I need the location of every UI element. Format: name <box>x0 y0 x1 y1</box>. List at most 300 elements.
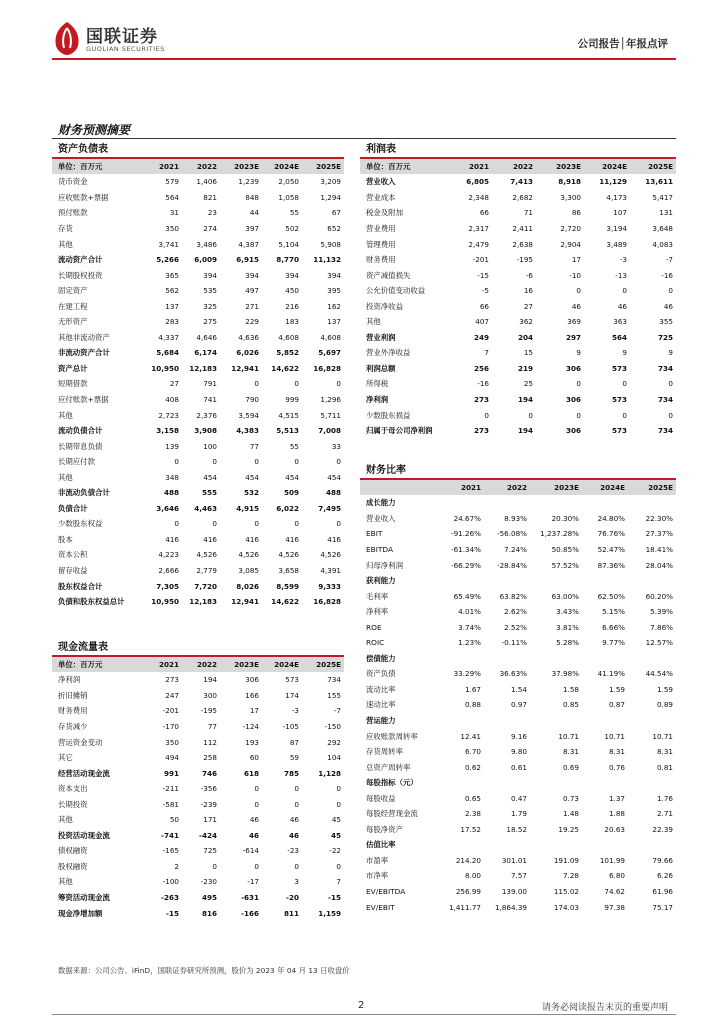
row-label: EV/EBIT <box>366 902 395 912</box>
cell-value: 55 <box>289 441 299 451</box>
cell-value: 17 <box>571 255 581 265</box>
cell-value: 1,296 <box>320 394 341 404</box>
cell-value: 249 <box>473 332 489 342</box>
cell-value: 0.87 <box>608 700 625 710</box>
cell-value: 408 <box>165 394 179 404</box>
cell-value: 3,085 <box>238 565 259 575</box>
cell-value: 139.00 <box>501 886 527 896</box>
cell-value: 12,183 <box>189 363 217 373</box>
row-label: 每股经营现金流 <box>366 809 418 819</box>
cell-value: 535 <box>203 286 217 296</box>
cell-value: 60 <box>249 753 259 763</box>
cell-value: 0 <box>622 379 627 389</box>
cell-value <box>628 837 676 853</box>
cell-value: 2,348 <box>468 192 489 202</box>
column-header-year: 2022 <box>182 159 220 175</box>
row-label: 成长能力 <box>366 498 396 508</box>
table-row <box>52 469 344 485</box>
cell-value: 193 <box>245 737 259 747</box>
column-header-year: 2023E <box>220 159 262 175</box>
table-row <box>360 330 676 346</box>
cell-value: 0 <box>212 457 217 467</box>
cell-value: 363 <box>613 317 627 327</box>
table-row <box>52 298 344 314</box>
row-label: 营运能力 <box>366 715 396 725</box>
table-row <box>360 682 676 698</box>
section-row <box>360 573 676 589</box>
row-label: 公允价值变动收益 <box>366 286 426 296</box>
cell-value: 10.71 <box>558 731 579 741</box>
cell-value: 1,239 <box>238 177 259 187</box>
cell-value: 488 <box>325 488 341 498</box>
ratios-title: 财务比率 <box>366 465 406 476</box>
cell-value: 734 <box>327 675 341 685</box>
cell-value <box>530 573 582 589</box>
cell-value: 216 <box>285 301 299 311</box>
cell-value: 394 <box>285 270 299 280</box>
cell-value: -614 <box>242 846 259 856</box>
row-label: 长期投资 <box>58 799 88 809</box>
table-row <box>52 190 344 206</box>
cell-value: 0.65 <box>464 793 481 803</box>
cell-value: 1,294 <box>320 192 341 202</box>
cell-value: 4,463 <box>194 503 217 513</box>
cell-value: 0 <box>336 799 341 809</box>
cell-value: 3,194 <box>606 223 627 233</box>
row-label: 营业收入 <box>366 177 396 187</box>
cell-value: 8,918 <box>558 177 581 187</box>
cell-value: -166 <box>241 908 259 918</box>
cell-value: 174.03 <box>553 902 579 912</box>
cell-value: 7,495 <box>318 503 341 513</box>
cell-value: -20 <box>286 892 299 902</box>
cell-value: 174 <box>285 690 299 700</box>
column-header-year: 2021 <box>144 657 182 673</box>
cell-value: 273 <box>165 675 179 685</box>
cell-value: 0 <box>212 519 217 529</box>
table-header-row <box>360 480 676 496</box>
cell-value: 3,158 <box>156 426 179 436</box>
cell-value: -170 <box>162 721 179 731</box>
cell-value: 62.50% <box>597 591 625 601</box>
cell-value: 579 <box>165 177 179 187</box>
cell-value <box>484 495 530 511</box>
cell-value: 46 <box>571 301 581 311</box>
cell-value: 18.41% <box>645 544 673 554</box>
cell-value: 273 <box>473 394 489 404</box>
section-title: 财务预测摘要 <box>58 123 131 137</box>
cell-value: 12.57% <box>645 638 673 648</box>
row-label: 短期借款 <box>58 379 88 389</box>
table-row <box>360 511 676 527</box>
table-row <box>360 744 676 760</box>
cell-value: 3,741 <box>158 239 179 249</box>
cell-value: 22.30% <box>645 513 673 523</box>
row-label: 管理费用 <box>366 239 396 249</box>
cell-value: 0 <box>294 861 299 871</box>
cell-value: 0.85 <box>562 700 579 710</box>
cell-value <box>582 651 628 667</box>
table-row <box>360 314 676 330</box>
row-label: 其他 <box>366 317 381 327</box>
table-row <box>52 765 344 781</box>
cell-value: 3.74% <box>458 622 481 632</box>
table-row <box>360 806 676 822</box>
cell-value: 325 <box>203 301 217 311</box>
cell-value: 0 <box>576 286 581 296</box>
cell-value: 22.39 <box>652 824 673 834</box>
cell-value: 9 <box>668 348 673 358</box>
cell-value <box>484 775 530 791</box>
cell-value: 1,406 <box>196 177 217 187</box>
cell-value: 816 <box>201 908 217 918</box>
cell-value: 564 <box>165 192 179 202</box>
cell-value: 395 <box>327 286 341 296</box>
cell-value <box>530 495 582 511</box>
cell-value <box>582 837 628 853</box>
cell-value: 247 <box>165 690 179 700</box>
cell-value: 450 <box>285 286 299 296</box>
column-header-year: 2022 <box>182 657 220 673</box>
cell-value: 274 <box>203 223 217 233</box>
cell-value: 0 <box>576 379 581 389</box>
cell-value: 46 <box>617 301 627 311</box>
row-label: 净利润 <box>58 675 81 685</box>
row-label: 其他 <box>58 239 73 249</box>
cell-value: 734 <box>657 426 673 436</box>
cell-value: 9.16 <box>510 731 527 741</box>
row-label: 其他 <box>58 877 73 887</box>
row-label: 在建工程 <box>58 301 88 311</box>
cell-value: 1.88 <box>608 809 625 819</box>
cell-value: 14,622 <box>271 363 299 373</box>
cell-value: 306 <box>565 394 581 404</box>
cell-value: -195 <box>516 255 533 265</box>
cell-value: 45 <box>331 815 341 825</box>
cell-value: -263 <box>161 892 179 902</box>
row-label: 负债和股东权益总计 <box>58 597 125 607</box>
row-label: 获利能力 <box>366 576 396 586</box>
cell-value: 4,391 <box>320 565 341 575</box>
cell-value: 214.20 <box>455 855 481 865</box>
cell-value: 36.63% <box>499 669 527 679</box>
header-divider <box>52 58 676 60</box>
cell-value: 8.31 <box>562 747 579 757</box>
table-row <box>360 790 676 806</box>
cell-value: 194 <box>517 394 533 404</box>
cell-value: 115.02 <box>553 886 579 896</box>
row-label: 折旧摊销 <box>58 690 88 700</box>
cell-value: 12,941 <box>231 363 259 373</box>
cell-value: 60.20% <box>645 591 673 601</box>
column-header-year: 2022 <box>484 480 530 496</box>
cell-value <box>484 837 530 853</box>
cell-value: 87 <box>289 737 299 747</box>
cell-value: 20.63 <box>604 824 625 834</box>
cell-value: 0.73 <box>562 793 579 803</box>
table-row <box>52 532 344 548</box>
row-label: 归母净利润 <box>366 560 403 570</box>
cell-value: 50.85% <box>551 544 579 554</box>
column-header-year: 2025E <box>302 159 344 175</box>
column-header-unit: 单位：百万元 <box>360 159 446 175</box>
cell-value: 2,720 <box>560 223 581 233</box>
cell-value: 416 <box>245 534 259 544</box>
row-label: 估值比率 <box>366 840 396 850</box>
row-label: 投资活动现金流 <box>58 830 110 840</box>
cell-value: 44 <box>249 208 259 218</box>
cell-value: 2,723 <box>158 410 179 420</box>
row-label: 流动负债合计 <box>58 426 103 436</box>
cell-value: 0.89 <box>656 700 673 710</box>
cell-value: 16 <box>523 286 533 296</box>
table-row <box>52 205 344 221</box>
cell-value <box>628 651 676 667</box>
table-row <box>360 759 676 775</box>
cell-value: 258 <box>203 753 217 763</box>
income-statement-table <box>360 159 676 439</box>
logo-mark-icon <box>52 20 82 56</box>
table-row <box>360 174 676 190</box>
row-label: 经营活动现金流 <box>58 768 110 778</box>
cell-value: 4.01% <box>458 607 481 617</box>
cell-value: 33 <box>331 441 341 451</box>
cell-value: 0 <box>294 799 299 809</box>
row-label: 市净率 <box>366 871 389 881</box>
cell-value: 77 <box>249 441 259 451</box>
cell-value: 27 <box>523 301 533 311</box>
cell-value: 5,513 <box>276 426 299 436</box>
cell-value: 18.52 <box>506 824 527 834</box>
cell-value: 19.25 <box>558 824 579 834</box>
cell-value: 0 <box>668 410 673 420</box>
table-row <box>52 781 344 797</box>
cell-value: 139 <box>165 441 179 451</box>
cell-value: 52.47% <box>597 544 625 554</box>
table-row <box>360 392 676 408</box>
cell-value: 24.80% <box>597 513 625 523</box>
cell-value: 4,387 <box>238 239 259 249</box>
cell-value: -16 <box>477 379 489 389</box>
row-label: 税金及附加 <box>366 208 403 218</box>
cell-value: 365 <box>165 270 179 280</box>
table-row <box>360 588 676 604</box>
cell-value: 5,266 <box>156 255 179 265</box>
table-row <box>52 376 344 392</box>
cell-value: 20.30% <box>551 513 579 523</box>
cell-value: 6,915 <box>236 255 259 265</box>
row-label: EBIT <box>366 529 383 539</box>
cash-flow-panel <box>52 641 344 921</box>
table-row <box>360 542 676 558</box>
row-label: 长期带息负债 <box>58 441 103 451</box>
cell-value: -28.84% <box>497 560 527 570</box>
row-label: 留存收益 <box>58 565 88 575</box>
table-row <box>52 392 344 408</box>
cell-value: 283 <box>165 317 179 327</box>
cell-value: 6.70 <box>464 747 481 757</box>
cell-value: -631 <box>241 892 259 902</box>
table-row <box>52 905 344 921</box>
cell-value: 2,479 <box>468 239 489 249</box>
cell-value: 725 <box>203 846 217 856</box>
table-row <box>52 221 344 237</box>
cell-value: 229 <box>245 317 259 327</box>
cell-value: 77 <box>207 721 217 731</box>
cell-value: 0.97 <box>510 700 527 710</box>
cell-value: 3,646 <box>156 503 179 513</box>
row-label: 财务费用 <box>58 706 88 716</box>
cell-value: 3,209 <box>320 177 341 187</box>
cell-value: 488 <box>163 488 179 498</box>
column-header-year: 2024E <box>584 159 630 175</box>
row-label: 应收账款+票据 <box>58 192 109 202</box>
cell-value: 8,026 <box>236 581 259 591</box>
ratios-panel <box>360 464 676 915</box>
table-row <box>360 345 676 361</box>
cell-value: 4,608 <box>320 332 341 342</box>
balance-sheet-title: 资产负债表 <box>58 144 108 155</box>
cell-value: 0 <box>336 379 341 389</box>
cell-value: 0 <box>336 519 341 529</box>
cell-value: 1.23% <box>458 638 481 648</box>
cell-value: 17.52 <box>460 824 481 834</box>
row-label: 营业外净收益 <box>366 348 411 358</box>
cell-value: -17 <box>247 877 259 887</box>
row-label: 长期应付款 <box>58 457 95 467</box>
cell-value: 454 <box>203 472 217 482</box>
row-label: 非流动资产合计 <box>58 348 110 358</box>
column-header-year: 2021 <box>438 480 484 496</box>
table-row <box>360 853 676 869</box>
cell-value: 256 <box>473 363 489 373</box>
cell-value: -201 <box>162 706 179 716</box>
cell-value: 397 <box>245 223 259 233</box>
cell-value: 86 <box>571 208 581 218</box>
table-row <box>360 376 676 392</box>
table-row <box>52 547 344 563</box>
cell-value: 2.71 <box>656 809 673 819</box>
table-row <box>52 454 344 470</box>
cell-value: -15 <box>166 908 179 918</box>
cell-value: -6 <box>525 270 533 280</box>
row-label: 净利润 <box>366 394 389 404</box>
cell-value: 495 <box>201 892 217 902</box>
table-row <box>52 252 344 268</box>
cell-value: 6.66% <box>602 622 625 632</box>
cell-value <box>438 775 484 791</box>
cell-value: 79.66 <box>652 855 673 865</box>
cell-value: 369 <box>567 317 581 327</box>
cell-value: -741 <box>161 830 179 840</box>
cell-value: 3.81% <box>556 622 579 632</box>
row-label: 固定资产 <box>58 286 88 296</box>
table-row <box>360 407 676 423</box>
table-row <box>360 635 676 651</box>
cell-value: 7,720 <box>194 581 217 591</box>
cell-value: -195 <box>200 706 217 716</box>
table-row <box>52 516 344 532</box>
cell-value: 9 <box>622 348 627 358</box>
row-label: EV/EBITDA <box>366 886 406 896</box>
cell-value: 107 <box>613 208 627 218</box>
column-header-year: 2022 <box>492 159 536 175</box>
cell-value: -7 <box>665 255 673 265</box>
row-label: 无形资产 <box>58 317 88 327</box>
table-row <box>52 407 344 423</box>
table-row <box>360 283 676 299</box>
cell-value: 573 <box>611 363 627 373</box>
cell-value: 7,305 <box>156 581 179 591</box>
table-row <box>360 868 676 884</box>
cell-value: -61.34% <box>451 544 481 554</box>
cell-value: 573 <box>285 675 299 685</box>
cell-value: 75.17 <box>652 902 673 912</box>
cell-value: 3.43% <box>556 607 579 617</box>
cell-value: 2.62% <box>504 607 527 617</box>
cell-value: 25 <box>523 379 533 389</box>
table-row <box>360 619 676 635</box>
row-label: 其它 <box>58 753 73 763</box>
row-label: 资产总计 <box>58 363 88 373</box>
row-label: 应付账款+票据 <box>58 394 109 404</box>
table-row <box>52 174 344 190</box>
cell-value: 5.28% <box>556 638 579 648</box>
row-label: 负债合计 <box>58 503 88 513</box>
cell-value: 494 <box>165 753 179 763</box>
cell-value: 2.52% <box>504 622 527 632</box>
column-header-unit: 单位：百万元 <box>52 657 144 673</box>
cell-value: 416 <box>165 534 179 544</box>
row-label: 存货 <box>58 223 73 233</box>
row-label: 归属于母公司净利润 <box>366 426 433 436</box>
cell-value: 2.38 <box>464 809 481 819</box>
cell-value <box>628 573 676 589</box>
cell-value: 4,526 <box>278 550 299 560</box>
cell-value: 137 <box>327 317 341 327</box>
table-row <box>52 843 344 859</box>
cell-value: 44.54% <box>645 669 673 679</box>
cell-value: 11,129 <box>599 177 627 187</box>
cell-value: 12,183 <box>189 597 217 607</box>
cell-value: -356 <box>200 784 217 794</box>
section-row <box>360 651 676 667</box>
table-row <box>360 267 676 283</box>
row-label: 流动资产合计 <box>58 255 103 265</box>
balance-sheet-table <box>52 159 344 610</box>
cell-value: 0 <box>576 410 581 420</box>
cell-value: 46 <box>288 830 299 840</box>
cell-value: 3,300 <box>560 192 581 202</box>
row-label: 资产负债 <box>366 669 396 679</box>
cell-value: 791 <box>203 379 217 389</box>
cell-value: 16,828 <box>313 597 341 607</box>
cell-value: 746 <box>201 768 217 778</box>
row-label: 每股收益 <box>366 793 396 803</box>
cell-value: 790 <box>245 394 259 404</box>
cell-value: 2,682 <box>512 192 533 202</box>
cell-value: 1.58 <box>562 684 579 694</box>
cell-value: 0 <box>294 457 299 467</box>
row-label: 资产减值损失 <box>366 270 411 280</box>
cell-value: 454 <box>245 472 259 482</box>
row-label: 其他非流动资产 <box>58 332 110 342</box>
cash-flow-title: 现金流量表 <box>58 642 108 653</box>
cell-value: 46 <box>249 815 259 825</box>
cell-value: 454 <box>285 472 299 482</box>
cell-value: 8,599 <box>276 581 299 591</box>
table-row <box>52 703 344 719</box>
